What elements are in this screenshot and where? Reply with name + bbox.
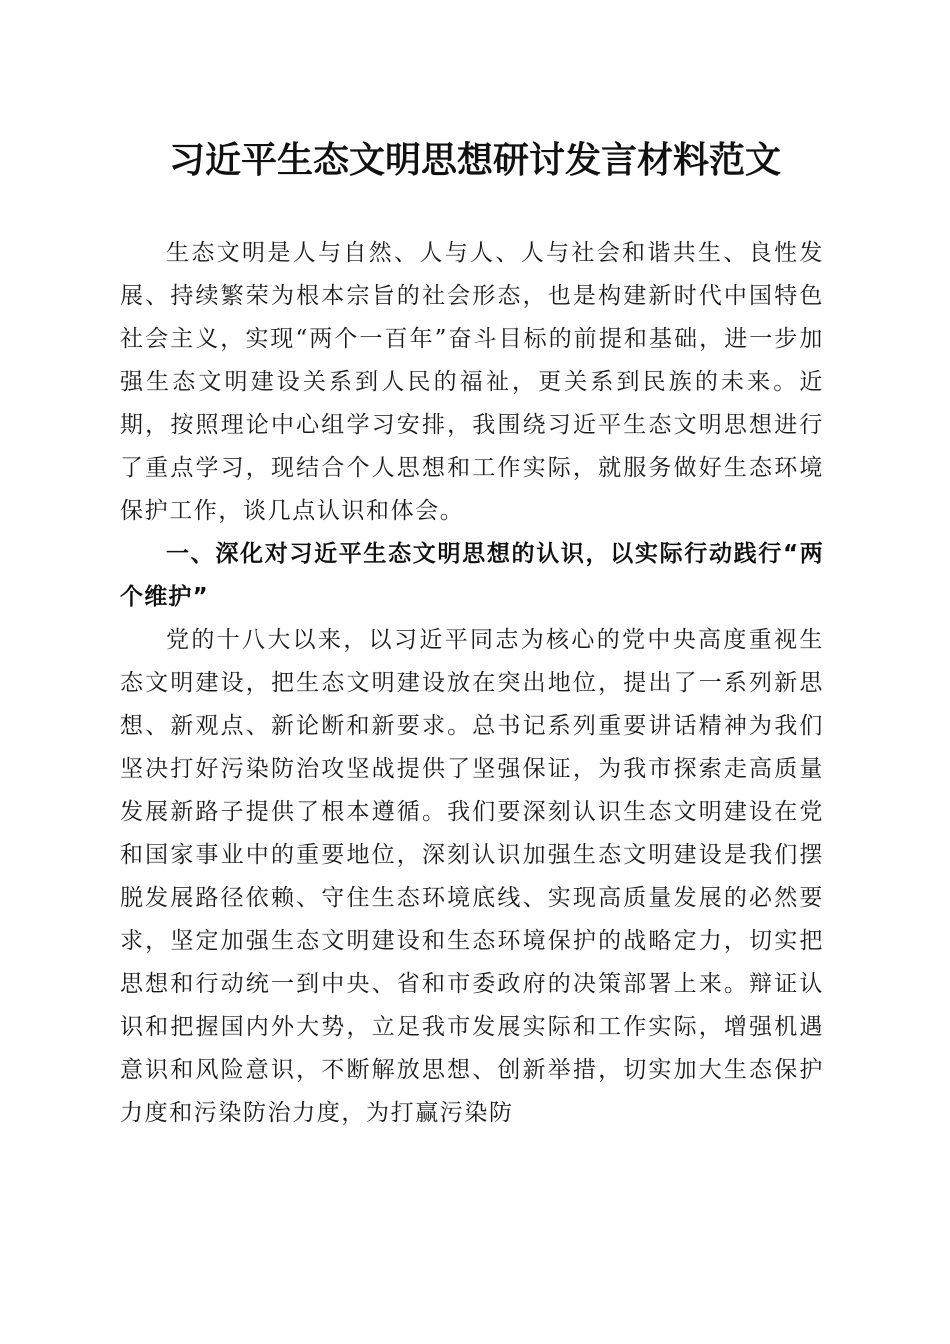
document-title: 习近平生态文明思想研讨发言材料范文 bbox=[168, 139, 781, 181]
document-body bbox=[120, 232, 824, 1135]
intro-paragraph: 生态文明是人与自然、人与人、人与社会和谐共生、良性发展、持续繁荣为根本宗旨的社会形态，也是构建新时代中国特色社会主义，实现“两个一百年”奋斗目标的前提和基础，进一步加强生态文明建设关系到人民的福祉，更关系到民族的未来。近期，按照理论中心组学习安排，我围绕习近平生态文明思想进行了重点学习，现结合个人思想和工作实际，就服务做好生态环境保护工作，谈几点认识和体会。 bbox=[120, 240, 824, 524]
section-1-heading: 一、深化对习近平生态文明思想的认识，以实际行动践行“两个维护” bbox=[120, 541, 824, 610]
section-1-paragraph: 党的十八大以来，以习近平同志为核心的党中央高度重视生态文明建设，把生态文明建设放在突出地位，提出了一系列新思想、新观点、新论断和新要求。总书记系列重要讲话精神为我们坚决打好污染防治攻坚战提供了坚强保证，为我市探索走高质量发展新路子提供了根本遵循。我们要深刻认识生态文明建设在党和国家事业中的重要地位，深刻认识加强生态文明建设是我们摆脱发展路径依赖、守住生态环境底线、实现高质量发展的必然要求，坚定加强生态文明建设和生态环境保护的战略定力，切实把思想和行动统一到中央、省和市委政府的决策部署上来。辩证认识和把握国内外大势，立足我市发展实际和工作实际，增强机遇意识和风险意识，不断解放思想、创新举措，切实加大生态保护力度和污染防治力度，为打赢污染防 bbox=[120, 627, 824, 1126]
